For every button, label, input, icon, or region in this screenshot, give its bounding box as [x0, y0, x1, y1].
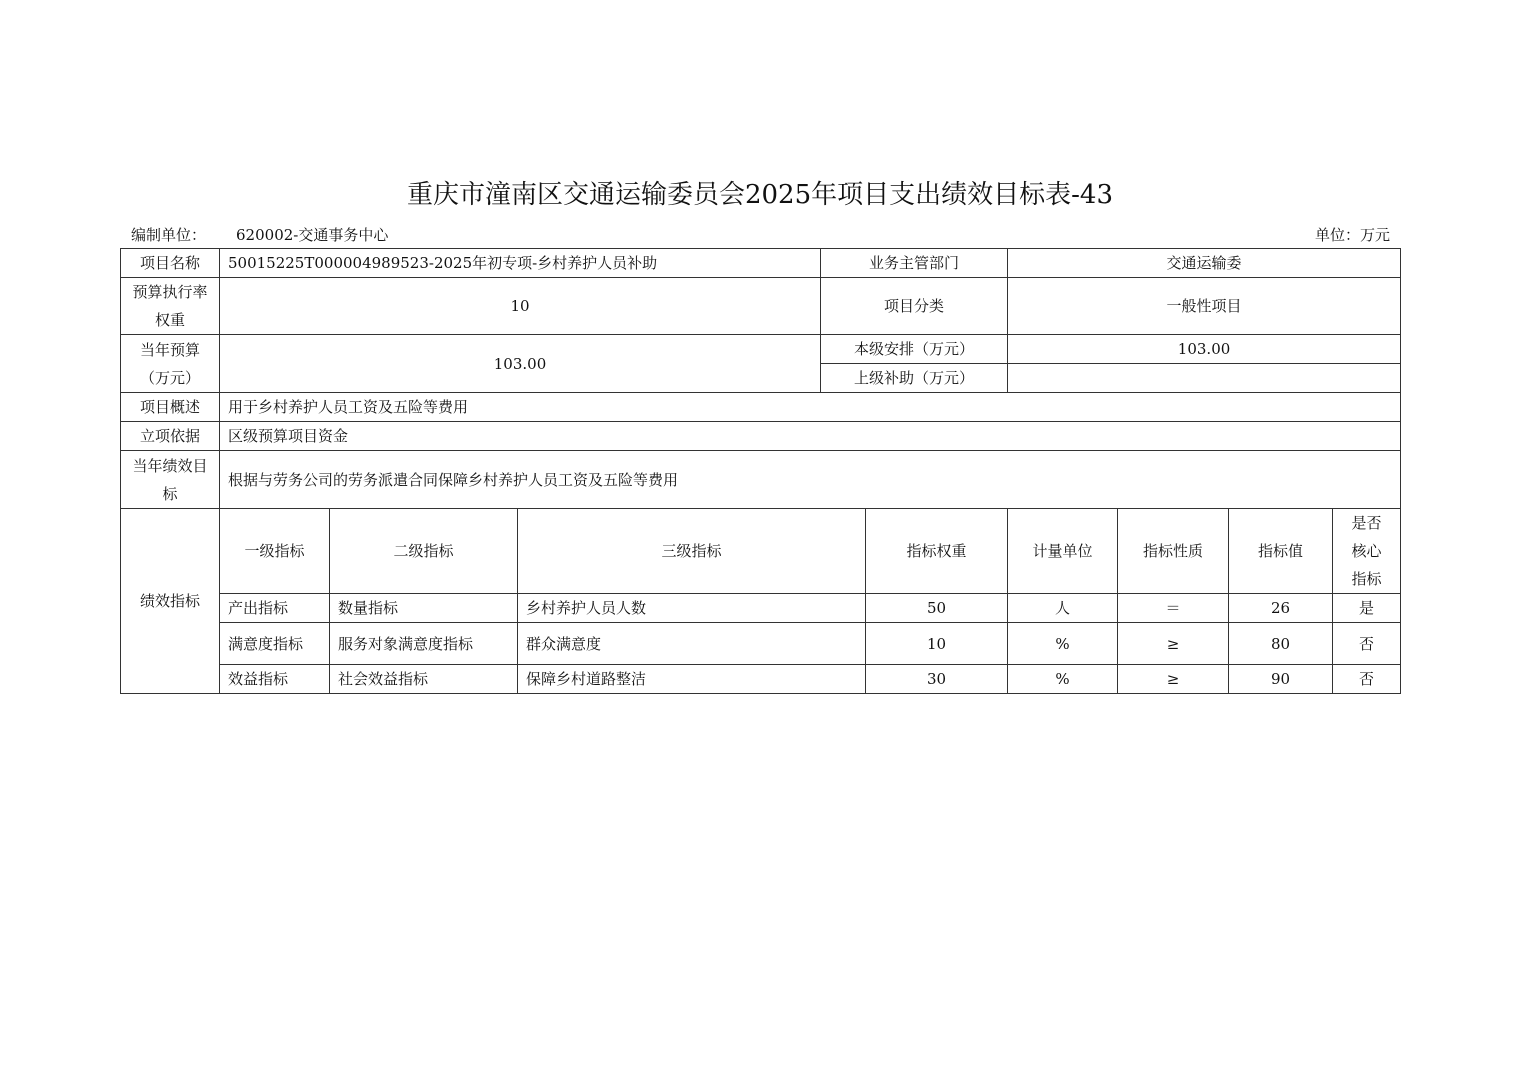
compiling-unit-label: 编制单位： [131, 226, 207, 244]
annual-goal-value: 根据与劳务公司的劳务派遣合同保障乡村养护人员工资及五险等费用 [220, 451, 1401, 509]
row3-level1: 效益指标 [220, 665, 330, 694]
currency-unit: 单位：万元 [1314, 226, 1390, 244]
table-row [121, 665, 1401, 694]
table-row [121, 623, 1401, 665]
page-title: 重庆市潼南区交通运输委员会2025年项目支出绩效目标表-43 [406, 180, 1114, 210]
basis-value: 区级预算项目资金 [220, 422, 1401, 451]
row1-nature: ＝ [1118, 594, 1229, 623]
table-row [121, 594, 1401, 623]
row1-level2: 数量指标 [330, 594, 518, 623]
basis-label: 立项依据 [121, 422, 220, 451]
header-unit: 计量单位 [1008, 509, 1118, 594]
upper-subsidy-label: 上级补助（万元） [821, 364, 1008, 393]
dept-label: 业务主管部门 [821, 249, 1008, 278]
header-value: 指标值 [1229, 509, 1333, 594]
budget-value: 103.00 [220, 335, 821, 393]
weight-value: 10 [220, 278, 821, 335]
row1-level3: 乡村养护人员人数 [518, 594, 866, 623]
performance-target-table [120, 248, 1401, 694]
header-level1: 一级指标 [220, 509, 330, 594]
row2-core: 否 [1333, 623, 1401, 665]
budget-label: 当年预算（万元） [121, 335, 220, 393]
row3-level2: 社会效益指标 [330, 665, 518, 694]
row2-level3: 群众满意度 [518, 623, 866, 665]
row1-level1: 产出指标 [220, 594, 330, 623]
header-core: 是否核心指标 [1333, 509, 1401, 594]
row2-weight: 10 [866, 623, 1008, 665]
row2-nature: ≥ [1118, 623, 1229, 665]
row3-core: 否 [1333, 665, 1401, 694]
compiling-unit-value: 620002-交通事务中心 [236, 226, 389, 244]
header-level2: 二级指标 [330, 509, 518, 594]
row2-value: 80 [1229, 623, 1333, 665]
row2-level2: 服务对象满意度指标 [330, 623, 518, 665]
local-arrangement-label: 本级安排（万元） [821, 335, 1008, 364]
header-nature: 指标性质 [1118, 509, 1229, 594]
category-label: 项目分类 [821, 278, 1008, 335]
row3-value: 90 [1229, 665, 1333, 694]
category-value: 一般性项目 [1008, 278, 1401, 335]
overview-label: 项目概述 [121, 393, 220, 422]
weight-label: 预算执行率权重 [121, 278, 220, 335]
row3-nature: ≥ [1118, 665, 1229, 694]
row1-core: 是 [1333, 594, 1401, 623]
row2-unit: % [1008, 623, 1118, 665]
dept-value: 交通运输委 [1008, 249, 1401, 278]
annual-goal-label: 当年绩效目标 [121, 451, 220, 509]
row2-level1: 满意度指标 [220, 623, 330, 665]
row3-unit: % [1008, 665, 1118, 694]
project-name-value: 50015225T000004989523-2025年初专项-乡村养护人员补助 [220, 249, 821, 278]
row3-weight: 30 [866, 665, 1008, 694]
project-name-label: 项目名称 [121, 249, 220, 278]
overview-value: 用于乡村养护人员工资及五险等费用 [220, 393, 1401, 422]
row3-level3: 保障乡村道路整洁 [518, 665, 866, 694]
compiling-unit [131, 224, 388, 245]
local-arrangement-value: 103.00 [1008, 335, 1401, 364]
row1-unit: 人 [1008, 594, 1118, 623]
row1-weight: 50 [866, 594, 1008, 623]
upper-subsidy-value [1008, 364, 1401, 393]
row1-value: 26 [1229, 594, 1333, 623]
header-level3: 三级指标 [518, 509, 866, 594]
indicator-section-label: 绩效指标 [121, 509, 220, 694]
header-weight: 指标权重 [866, 509, 1008, 594]
